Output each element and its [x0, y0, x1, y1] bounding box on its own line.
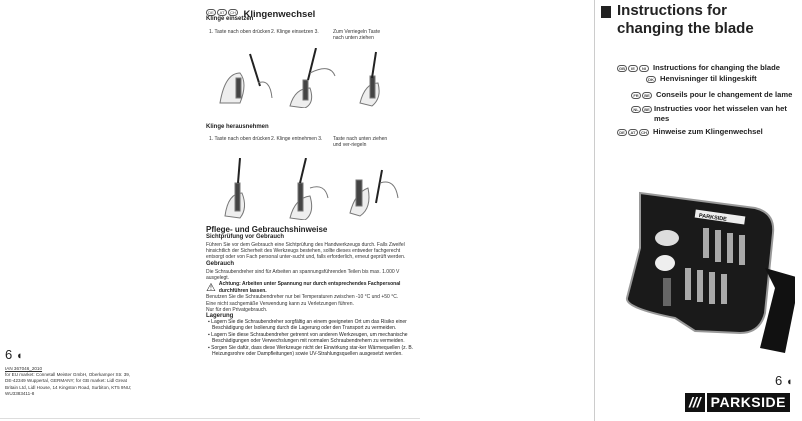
- warning-triangle-icon: ⚠: [206, 282, 216, 294]
- step: 1. Taste nach oben drücken: [209, 136, 271, 142]
- toc-label: Conseils pour le changement de lame: [656, 90, 793, 99]
- divider: [0, 418, 420, 419]
- step: 2. Klinge entnehmen 3.: [271, 136, 323, 142]
- country-badge: GB: [619, 65, 625, 71]
- remove-illustrations: [210, 158, 400, 220]
- remove-heading: Klinge herausnehmen: [206, 124, 269, 130]
- country-badge: AT: [217, 9, 227, 16]
- use-text: Die Schraubendreher sind für Arbeiten an spannungsführenden Teilen bis max. 1.000 V ausgelegt.: [206, 269, 400, 281]
- imprint: [5, 366, 135, 397]
- storage-heading: Lagerung: [206, 313, 234, 319]
- country-badge: BE: [642, 106, 652, 113]
- step: 2. Klinge einsetzen 3.: [271, 29, 319, 35]
- section-title: Klingenwechsel: [243, 9, 316, 20]
- country-badge: FR: [631, 92, 641, 99]
- screwdriver-set-photo: [615, 183, 795, 363]
- parkside-logo: [685, 393, 790, 412]
- country-badge: CH: [639, 129, 649, 136]
- visual-check-heading: Sichtprüfung vor Gebrauch: [206, 234, 285, 240]
- insert-heading: Klinge einsetzen: [206, 16, 254, 22]
- page-edge: [594, 0, 595, 421]
- country-badge: AT: [628, 129, 638, 136]
- warning: [206, 281, 416, 294]
- insert-illustrations: [210, 48, 400, 108]
- list-item-text: Lagern Sie diese Schraubendreher getrennt von anderen Werkzeugen, um mechanische Beschädigungen oder Verwechslungen mit normalen Schraubendrehern zu vermeiden.: [211, 332, 408, 344]
- country-badge: DE: [617, 129, 627, 136]
- misuse-text: Eine nicht sachgemäße Verwendung kann zu Verletzungen führen.: [206, 301, 354, 307]
- toc-label: Instructies voor het wisselen van het mes: [654, 104, 787, 123]
- imprint-text: for EU market: Connetall Meister GmbH, Oberkamper Str. 39, DE-42349 Wuppertal, GERMANY; for GB market: Lidl Great Britain Ltd, Lidl House, 14 Kingston Road, Surbiton, KT5 9NU; WU3383411-8: [5, 372, 132, 396]
- half-circle-mark-icon: ◖: [15, 350, 23, 362]
- half-circle-mark-icon: ◖: [785, 376, 793, 388]
- toc-item[interactable]: [617, 90, 799, 100]
- logo-slashes-icon: ///: [685, 393, 707, 412]
- toc-item[interactable]: [617, 127, 799, 137]
- page-number: [5, 347, 23, 362]
- ian-number: IAN 367046_2010: [5, 366, 43, 371]
- toc-label: Instructions for changing the blade: [653, 63, 780, 72]
- hand-screwdriver-illustration: [220, 48, 379, 108]
- toc-label: Hinweise zum Klingenwechsel: [653, 127, 763, 136]
- page-number-value: 6: [5, 347, 13, 362]
- toc-item[interactable]: [617, 74, 799, 84]
- warning-text: Achtung: Arbeiten unter Spannung nur durch entsprechendes Fachpersonal durchführen lassen.: [218, 281, 401, 294]
- toc-item[interactable]: [617, 104, 799, 124]
- care-title: Pflege- und Gebrauchshinweise: [206, 225, 328, 234]
- page-number-value: 6: [775, 373, 783, 388]
- country-badge: NL: [631, 106, 641, 113]
- country-badge: DE: [206, 9, 216, 16]
- toc-label: Henvisninger til klingeskift: [660, 74, 757, 83]
- care-section: [206, 225, 416, 358]
- country-badge: IE: [628, 65, 638, 72]
- list-item: ▪ Sorgen Sie dafür, dass diese Werkzeuge nicht der Einwirkung star-ker Wärmequellen (z. B. Heizungsrohre oder Dampfleitungen) sowie UV-Strahlungsquellen ausgesetzt werden.: [208, 345, 414, 357]
- step: Taste nach unten ziehen und ver-riegeln: [333, 136, 388, 148]
- title-marker: [601, 6, 611, 18]
- visual-check-text: Führen Sie vor dem Gebrauch eine Sichtprüfung des Handwerkzeugs durch. Falls Zweifel hinsichtlich der Sicherheit des Werkzeugs bestehen, sollte dieses entweder fachgerecht entsorgt oder von Fach personal unter-sucht und, falls erforderlich, erneut geprüft werden.: [206, 242, 406, 260]
- step: 1. Taste nach oben drücken: [209, 29, 271, 35]
- remove-steps: [209, 136, 409, 148]
- use-heading: Gebrauch: [206, 261, 235, 267]
- cover-page-number: [775, 373, 793, 388]
- insert-steps: [209, 29, 409, 41]
- toc: [617, 63, 799, 137]
- list-item: ▪ Lagern Sie diese Schraubendreher getrennt von anderen Werkzeugen, um mechanische Beschädigungen oder Verwechslungen mit normalen Schraubendrehern zu vermeiden.: [208, 332, 408, 344]
- country-badge: NI: [639, 65, 649, 72]
- country-badge: CH: [228, 9, 238, 16]
- brand-name: PARKSIDE: [710, 394, 786, 410]
- temperature-text: Benutzen Sie die Schraubendreher nur bei Temperaturen zwischen -10 °C und +50 °C.: [206, 294, 399, 300]
- pouch-label-text: PARKSIDE: [698, 213, 728, 223]
- private-use-text: Nur für den Privatgebrauch.: [206, 307, 268, 313]
- list-item-text: Sorgen Sie dafür, dass diese Werkzeuge nicht der Einwirkung star-ker Wärmequellen (z. B. Heizungsrohre oder Dampfleitungen) sowie UV-Strahlungsquellen ausgesetzt werden.: [211, 345, 414, 357]
- country-badge: BE: [642, 92, 652, 99]
- storage-list: [206, 319, 416, 357]
- cover-title: Instructions for changing the blade: [617, 2, 754, 37]
- list-item-text: Lagern Sie die Schraubendreher sorgfältig an einem geeigneten Ort um das Risiko einer Beschädigung der Isolierung durch die Lagerung oder den Transport zu vermeiden.: [211, 319, 407, 331]
- step: Zum Verriegeln Taste nach unten ziehen: [333, 29, 381, 41]
- list-item: ▪ Lagern Sie die Schraubendreher sorgfältig an einem geeigneten Ort um das Risiko einer Beschädigung der Isolierung durch die Lagerung oder den Transport zu vermeiden.: [208, 319, 407, 331]
- toc-item[interactable]: [617, 63, 799, 73]
- country-badge: DK: [646, 76, 656, 83]
